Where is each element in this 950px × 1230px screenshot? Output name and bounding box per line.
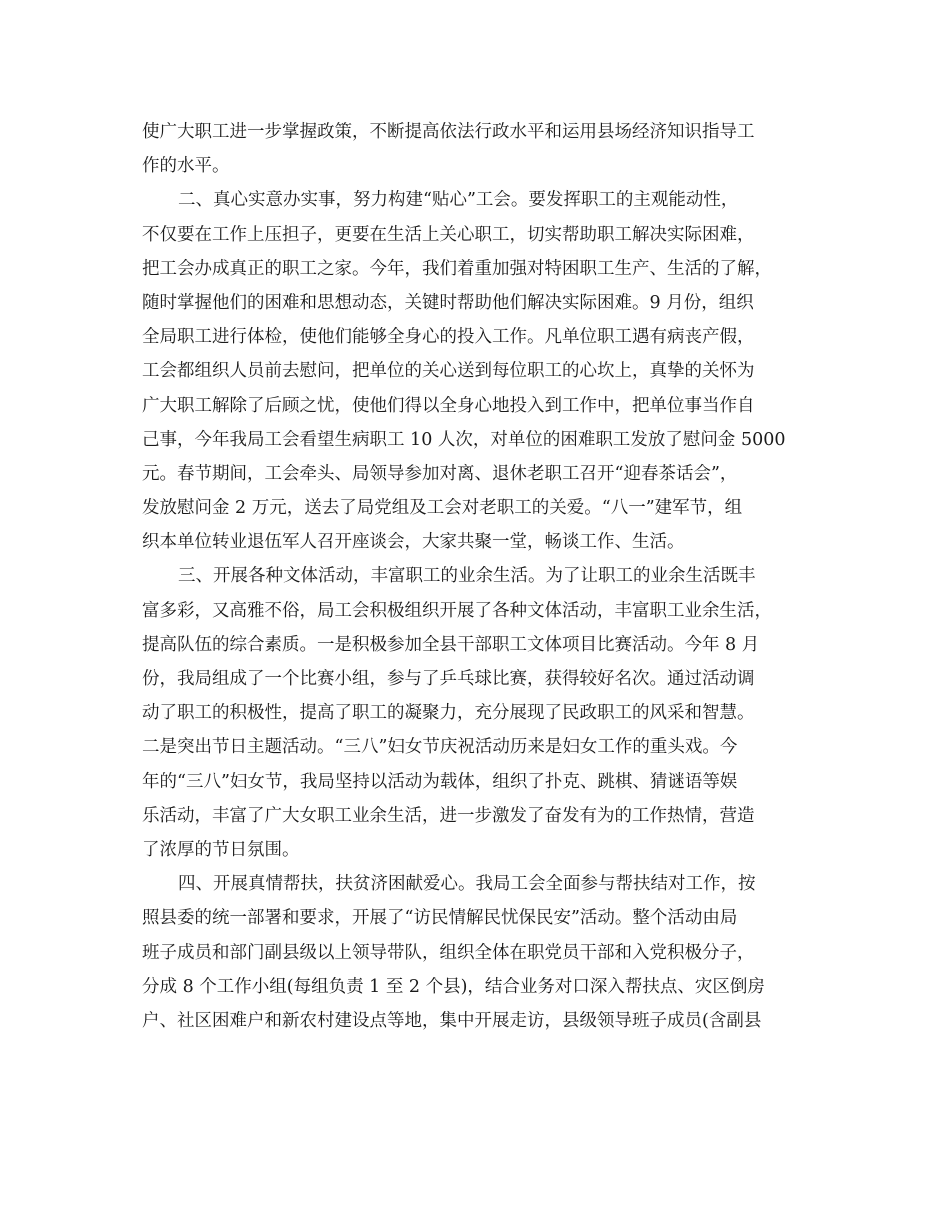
body-text-line: 富多彩，又高雅不俗，局工会积极组织开展了各种文体活动，丰富职工业余生活， bbox=[142, 600, 772, 621]
body-text-line: 了浓厚的节日氛围。 bbox=[142, 839, 300, 860]
body-text-line: 提高队伍的综合素质。一是积极参加全县干部职工文体项目比赛活动。今年 8 月 bbox=[142, 634, 760, 655]
body-text-line: 份，我局组成了一个比赛小组，参与了乒乓球比赛，获得较好名次。通过活动调 bbox=[142, 669, 755, 689]
body-text-line: 工会都组织人员前去慰问，把单位的关心送到每位职工的心坎上，真挚的关怀为 bbox=[142, 361, 755, 382]
body-text-line: 元。春节期间，工会牵头、局领导参加对离、退休老职工召开“迎春茶话会”， bbox=[142, 463, 738, 484]
body-text-line: 分成 8 个工作小组(每组负责 1 至 2 个县)，结合业务对口深入帮扶点、灾区倒房 bbox=[142, 976, 765, 997]
body-text-line: 动了职工的积极性，提高了职工的凝聚力，充分展现了民政职工的风采和智慧。 bbox=[142, 703, 755, 724]
body-text-line: 乐活动，丰富了广大女职工业余生活，进一步激发了奋发有为的工作热情，营造 bbox=[142, 805, 755, 826]
body-text-line: 照县委的统一部署和要求，开展了“访民情解民忧保民安”活动。整个活动由局 bbox=[142, 908, 738, 929]
body-text-line: 三、开展各种文体活动，丰富职工的业余生活。为了让职工的业余生活既丰 bbox=[178, 566, 756, 587]
body-text-line: 全局职工进行体检，使他们能够全身心的投入工作。凡单位职工遇有病丧产假， bbox=[142, 327, 755, 348]
body-text-line: 广大职工解除了后顾之忧，使他们得以全身心地投入到工作中，把单位事当作自 bbox=[142, 395, 755, 416]
body-text-line: 二、真心实意办实事，努力构建“贴心”工会。要发挥职工的主观能动性， bbox=[178, 190, 739, 211]
body-text-line: 二是突出节日主题活动。“三八”妇女节庆祝活动历来是妇女工作的重头戏。今 bbox=[142, 737, 738, 758]
body-text-line: 己事，今年我局工会看望生病职工 10 人次，对单位的困难职工发放了慰问金 5000 bbox=[142, 429, 786, 450]
body-text-line: 把工会办成真正的职工之家。今年，我们着重加强对特困职工生产、生活的了解， bbox=[142, 258, 772, 279]
body-text-line: 使广大职工进一步掌握政策，不断提高依法行政水平和运用县场经济知识指导工 bbox=[142, 122, 755, 142]
body-text-line: 户、社区困难户和新农村建设点等地，集中开展走访，县级领导班子成员(含副县 bbox=[142, 1010, 762, 1031]
body-text-line: 年的“三八”妇女节，我局坚持以活动为载体，组织了扑克、跳棋、猜谜语等娱 bbox=[142, 771, 738, 792]
body-text-line: 不仅要在工作上压担子，更要在生活上关心职工，切实帮助职工解决实际困难， bbox=[142, 224, 755, 245]
body-text-line: 织本单位转业退伍军人召开座谈会，大家共聚一堂，畅谈工作、生活。 bbox=[142, 532, 685, 553]
body-text-line: 随时掌握他们的困难和思想动态，关键时帮助他们解决实际困难。9 月份，组织 bbox=[142, 292, 754, 313]
body-text-line: 班子成员和部门副县级以上领导带队，组织全体在职党员干部和入党积极分子， bbox=[142, 942, 755, 963]
body-text-line: 四、开展真情帮扶，扶贫济困献爱心。我局工会全面参与帮扶结对工作，按 bbox=[178, 874, 756, 895]
body-text-line: 作的水平。 bbox=[142, 156, 230, 177]
document-body bbox=[142, 115, 810, 1038]
body-text-line: 发放慰问金 2 万元，送去了局党组及工会对老职工的关爱。“八一”建军节，组 bbox=[142, 498, 743, 519]
